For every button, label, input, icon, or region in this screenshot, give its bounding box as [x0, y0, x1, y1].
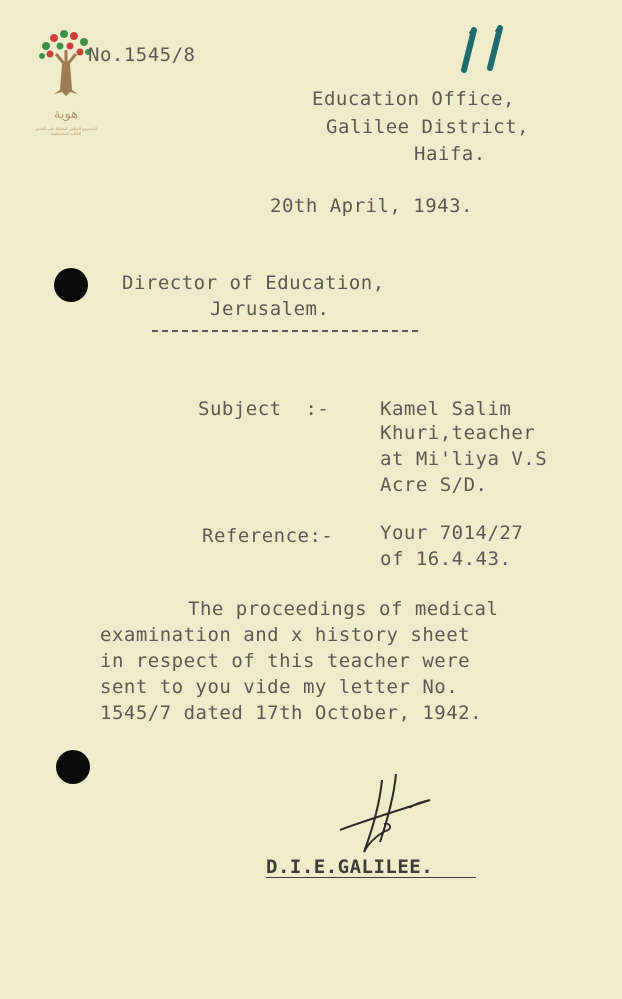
reference-line-2: of 16.4.43.	[380, 548, 512, 570]
reference-number: No.1545/8	[88, 44, 196, 66]
addressee-divider	[152, 330, 418, 332]
logo-caption: المشروع الوطني للحفاظ على الجذور العائلية الفلسطينية	[35, 126, 97, 136]
signature-block: D.I.E.GALILEE.	[266, 856, 434, 878]
addressee-line-2: Jerusalem.	[210, 298, 330, 320]
office-line-1: Education Office,	[312, 88, 515, 110]
body-line-3: in respect of this teacher were	[100, 650, 471, 672]
marginal-note-11	[460, 20, 520, 76]
reference-label: Reference:-	[202, 525, 334, 547]
family-tree-logo	[36, 24, 96, 136]
letter-date: 20th April, 1943.	[270, 195, 473, 217]
office-line-3: Haifa.	[414, 143, 486, 165]
logo-arabic-text: هوية	[53, 107, 79, 122]
office-line-2: Galilee District,	[326, 116, 529, 138]
body-line-5: 1545/7 dated 17th October, 1942.	[100, 702, 483, 724]
body-line-2: examination and x history sheet	[100, 624, 471, 646]
reference-line-1: Your 7014/27	[380, 522, 524, 544]
addressee-line-1: Director of Education,	[122, 272, 385, 294]
handwritten-signature	[330, 770, 450, 860]
body-line-1: The proceedings of medical	[188, 598, 499, 620]
subject-label: Subject :-	[198, 398, 330, 420]
punch-hole-top	[54, 268, 88, 302]
body-line-4: sent to you vide my letter No.	[100, 676, 459, 698]
subject-line-3: at Mi'liya V.S	[380, 448, 548, 470]
subject-line-1: Kamel Salim	[380, 398, 512, 420]
punch-hole-bottom	[56, 750, 90, 784]
signature-underline	[266, 877, 476, 878]
subject-line-4: Acre S/D.	[380, 474, 488, 496]
subject-line-2: Khuri,teacher	[380, 422, 536, 444]
